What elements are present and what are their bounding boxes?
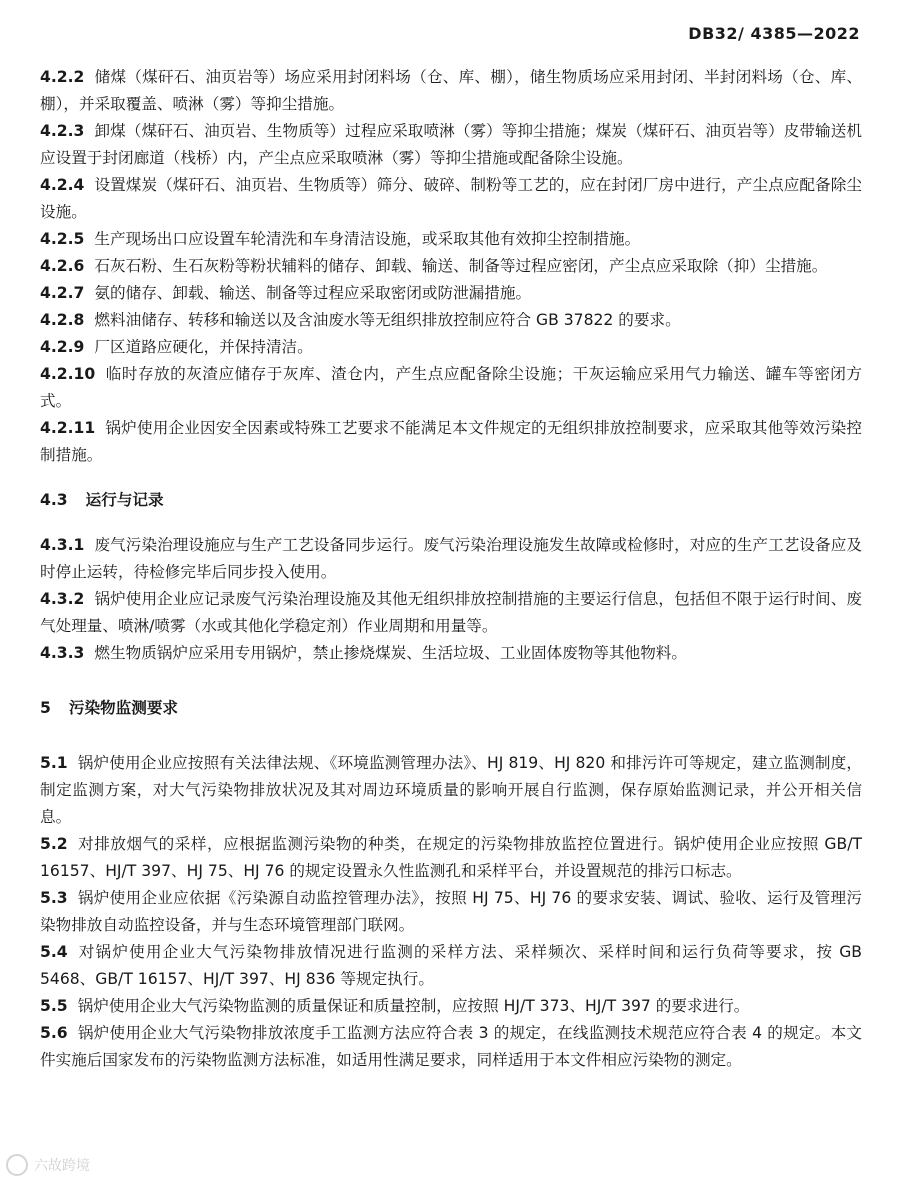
clause-4-2-8	[40, 307, 862, 334]
clause-text: 锅炉使用企业应记录废气污染治理设施及其他无组织排放控制措施的主要运行信息，包括但不限于运行时间、废气处理量、喷淋/喷雾（水或其他化学稳定剂）作业周期和用量等。	[40, 590, 862, 635]
clause-4-3-3	[40, 640, 862, 667]
clause-5-2	[40, 831, 862, 885]
clause-5-5	[40, 993, 862, 1020]
clause-4-2-11	[40, 415, 862, 469]
section-5-list	[40, 750, 862, 1074]
clause-4-3-2	[40, 586, 862, 640]
clause-4-3-1	[40, 532, 862, 586]
clause-5-1	[40, 750, 862, 831]
clause-4-2-9	[40, 334, 862, 361]
clause-number: 4.2.10	[40, 365, 96, 383]
clause-number: 5.5	[40, 997, 68, 1015]
clause-text: 废气污染治理设施应与生产工艺设备同步运行。废气污染治理设施发生故障或检修时，对应的生产工艺设备应及时停止运转，待检修完毕后同步投入使用。	[40, 536, 862, 581]
clause-number: 4.2.9	[40, 338, 85, 356]
standard-code: DB32/ 4385—2022	[688, 24, 860, 43]
clause-number: 4.3.3	[40, 644, 85, 662]
clause-number: 4.2.8	[40, 311, 85, 329]
clause-text: 临时存放的灰渣应储存于灰库、渣仓内，产生点应配备除尘设施；干灰运输应采用气力输送、罐车等密闭方式。	[40, 365, 862, 410]
clause-number: 4.2.4	[40, 176, 85, 194]
heading-number: 5	[40, 699, 51, 717]
heading-text: 运行与记录	[85, 491, 164, 509]
clause-4-2-6	[40, 253, 862, 280]
clause-text: 锅炉使用企业应依据《污染源自动监控管理办法》，按照 HJ 75、HJ 76 的要求安装、调试、验收、运行及管理污染物排放自动监控设备，并与生态环境管理部门联网。	[40, 889, 862, 934]
clause-5-3	[40, 885, 862, 939]
clause-4-2-4	[40, 172, 862, 226]
clause-number: 4.3.2	[40, 590, 85, 608]
clause-text: 对排放烟气的采样，应根据监测污染物的种类，在规定的污染物排放监控位置进行。锅炉使用企业应按照 GB/T 16157、HJ/T 397、HJ 75、HJ 76 的规定设置永久性监测孔和采样平台，并设置规范的排污口标志。	[40, 835, 862, 880]
clause-text: 氨的储存、卸载、输送、制备等过程应采取密闭或防泄漏措施。	[94, 284, 532, 302]
clause-text: 对锅炉使用企业大气污染物排放情况进行监测的采样方法、采样频次、采样时间和运行负荷等要求，按 GB 5468、GB/T 16157、HJ/T 397、HJ 836 等规定执行。	[40, 943, 862, 988]
section-4-3-list	[40, 532, 862, 667]
clause-number: 4.2.2	[40, 68, 85, 86]
clause-text: 锅炉使用企业大气污染物排放浓度手工监测方法应符合表 3 的规定，在线监测技术规范应符合表 4 的规定。本文件实施后国家发布的污染物监测方法标准，如适用性满足要求，同样适用于本文件相应污染物的测定。	[40, 1024, 862, 1069]
clause-text: 卸煤（煤矸石、油页岩、生物质等）过程应采取喷淋（雾）等抑尘措施；煤炭（煤矸石、油页岩等）皮带输送机应设置于封闭廊道（栈桥）内，产尘点应采取喷淋（雾）等抑尘措施或配备除尘设施。	[40, 122, 862, 167]
clause-text: 锅炉使用企业应按照有关法律法规、《环境监测管理办法》、HJ 819、HJ 820 和排污许可等规定，建立监测制度，制定监测方案，对大气污染物排放状况及其对周边环境质量的影响开展自行监测，保存原始监测记录，并公开相关信息。	[40, 754, 862, 826]
clause-number: 4.2.3	[40, 122, 85, 140]
clause-text: 锅炉使用企业因安全因素或特殊工艺要求不能满足本文件规定的无组织排放控制要求，应采取其他等效污染控制措施。	[40, 419, 862, 464]
clause-text: 石灰石粉、生石灰粉等粉状辅料的储存、卸载、输送、制备等过程应密闭，产尘点应采取除（抑）尘措施。	[94, 257, 828, 275]
watermark-text: 六故跨境	[34, 1158, 90, 1174]
document-body	[40, 64, 862, 1074]
clause-4-2-7	[40, 280, 862, 307]
clause-4-2-10	[40, 361, 862, 415]
clause-5-6	[40, 1020, 862, 1074]
clause-number: 4.2.11	[40, 419, 96, 437]
clause-number: 4.2.7	[40, 284, 85, 302]
clause-number: 5.1	[40, 754, 68, 772]
clause-4-2-5	[40, 226, 862, 253]
watermark-logo-icon	[6, 1154, 28, 1176]
clause-number: 4.2.6	[40, 257, 85, 275]
clause-number: 5.3	[40, 889, 68, 907]
clause-4-2-3	[40, 118, 862, 172]
clause-text: 燃生物质锅炉应采用专用锅炉，禁止掺烧煤炭、生活垃圾、工业固体废物等其他物料。	[94, 644, 687, 662]
section-heading-5	[40, 695, 862, 722]
heading-text: 污染物监测要求	[68, 699, 179, 717]
clause-text: 设置煤炭（煤矸石、油页岩、生物质等）筛分、破碎、制粉等工艺的，应在封闭厂房中进行，产尘点应配备除尘设施。	[40, 176, 862, 221]
watermark	[6, 1154, 90, 1176]
clause-text: 厂区道路应硬化，并保持清洁。	[94, 338, 313, 356]
clause-number: 5.6	[40, 1024, 68, 1042]
clause-number: 5.2	[40, 835, 68, 853]
clause-text: 锅炉使用企业大气污染物监测的质量保证和质量控制，应按照 HJ/T 373、HJ/T 397 的要求进行。	[77, 997, 750, 1015]
section-4-2-list	[40, 64, 862, 469]
clause-number: 5.4	[40, 943, 68, 961]
clause-text: 燃料油储存、转移和输送以及含油废水等无组织排放控制应符合 GB 37822 的要求。	[94, 311, 681, 329]
clause-4-2-2	[40, 64, 862, 118]
section-heading-4-3	[40, 487, 862, 514]
clause-number: 4.3.1	[40, 536, 85, 554]
clause-text: 生产现场出口应设置车轮清洗和车身清洁设施，或采取其他有效抑尘控制措施。	[94, 230, 641, 248]
clause-text: 储煤（煤矸石、油页岩等）场应采用封闭料场（仓、库、棚），储生物质场应采用封闭、半封闭料场（仓、库、棚），并采取覆盖、喷淋（雾）等抑尘措施。	[40, 68, 862, 113]
clause-number: 4.2.5	[40, 230, 85, 248]
clause-5-4	[40, 939, 862, 993]
heading-number: 4.3	[40, 491, 68, 509]
